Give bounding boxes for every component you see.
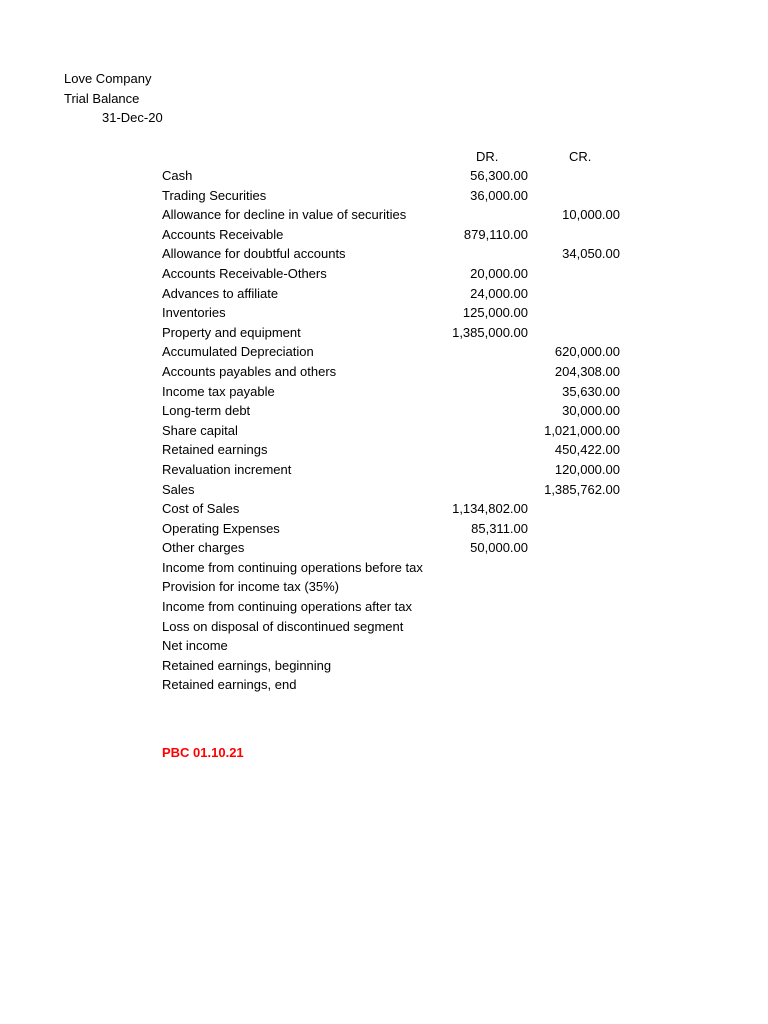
account-name: Inventories <box>162 305 226 321</box>
credit-amount: 204,308.00 <box>554 363 620 379</box>
account-name: Income from continuing operations before tax <box>162 559 423 575</box>
credit-amount: 34,050.00 <box>562 246 620 262</box>
table-row <box>162 362 632 382</box>
table-row <box>162 656 632 676</box>
account-name: Allowance for decline in value of securities <box>162 207 407 223</box>
table-row <box>162 440 632 460</box>
table-row <box>162 558 632 578</box>
account-name: Trading Securities <box>162 187 267 203</box>
account-name: Retained earnings, end <box>162 677 297 693</box>
account-name: Other charges <box>162 540 245 556</box>
account-name: Revaluation increment <box>162 461 292 477</box>
account-name: Cash <box>162 168 193 183</box>
table-row <box>162 166 632 186</box>
table-row <box>162 323 632 343</box>
debit-amount: 85,311.00 <box>471 520 528 536</box>
account-name: Retained earnings <box>162 442 268 458</box>
debit-amount: 879,110.00 <box>463 226 528 242</box>
credit-amount: 35,630.00 <box>562 383 620 399</box>
table-row <box>162 519 632 539</box>
credit-amount: 1,021,000.00 <box>544 422 620 438</box>
account-name: Accounts Receivable <box>162 226 284 242</box>
account-name: Cost of Sales <box>162 501 240 517</box>
account-name: Sales <box>162 481 195 497</box>
account-name: Income tax payable <box>162 383 275 399</box>
table-row <box>162 186 632 206</box>
table-row <box>162 342 632 362</box>
table-row <box>162 597 632 617</box>
debit-amount: 56,300.00 <box>470 168 528 183</box>
account-name: Property and equipment <box>162 324 301 340</box>
table-row <box>162 577 632 597</box>
table-row <box>162 675 632 695</box>
credit-amount: 30,000.00 <box>562 403 620 419</box>
table-row <box>162 401 632 421</box>
account-name: Accounts payables and others <box>162 363 337 379</box>
table-row <box>162 499 632 519</box>
account-name: Share capital <box>162 422 238 438</box>
credit-amount: 450,422.00 <box>554 442 620 458</box>
credit-amount: 10,000.00 <box>562 207 620 223</box>
report-date: 31-Dec-20 <box>102 110 163 125</box>
account-name: Long-term debt <box>162 403 251 419</box>
company-name: Love Company <box>64 71 152 86</box>
credit-amount: 120,000.00 <box>554 461 620 477</box>
credit-amount: 620,000.00 <box>554 344 620 360</box>
table-row <box>162 480 632 500</box>
table-row <box>162 284 632 304</box>
credit-column-header: CR. <box>569 149 592 164</box>
table-row <box>162 303 632 323</box>
debit-amount: 50,000.00 <box>470 540 528 556</box>
account-name: Accounts Receivable-Others <box>162 265 327 281</box>
account-name: Allowance for doubtful accounts <box>162 246 346 262</box>
account-name: Retained earnings, beginning <box>162 657 332 673</box>
account-name: Provision for income tax (35%) <box>162 579 340 595</box>
report-title: Trial Balance <box>64 91 140 106</box>
debit-amount: 20,000.00 <box>470 265 528 281</box>
table-row <box>162 264 632 284</box>
debit-amount: 1,134,802.00 <box>452 501 528 517</box>
account-name: Income from continuing operations after tax <box>162 599 413 615</box>
account-name: Loss on disposal of discontinued segment <box>162 618 404 634</box>
debit-amount: 125,000.00 <box>462 305 528 321</box>
credit-amount: 1,385,762.00 <box>544 481 620 497</box>
table-row <box>162 538 632 558</box>
table-row <box>162 205 632 225</box>
table-row <box>162 460 632 480</box>
account-name: Accumulated Depreciation <box>162 344 314 360</box>
debit-column-header: DR. <box>476 149 499 164</box>
pbc-stamp: PBC 01.10.21 <box>162 745 244 760</box>
account-name: Net income <box>162 638 228 654</box>
table-row <box>162 617 632 637</box>
trial-balance-table <box>162 166 632 695</box>
table-row <box>162 421 632 441</box>
table-row <box>162 225 632 245</box>
debit-amount: 36,000.00 <box>470 187 528 203</box>
table-row <box>162 244 632 264</box>
debit-amount: 1,385,000.00 <box>452 324 528 340</box>
table-row <box>162 382 632 402</box>
debit-amount: 24,000.00 <box>470 285 528 301</box>
account-name: Operating Expenses <box>162 520 280 536</box>
account-name: Advances to affiliate <box>162 285 279 301</box>
table-row <box>162 636 632 656</box>
